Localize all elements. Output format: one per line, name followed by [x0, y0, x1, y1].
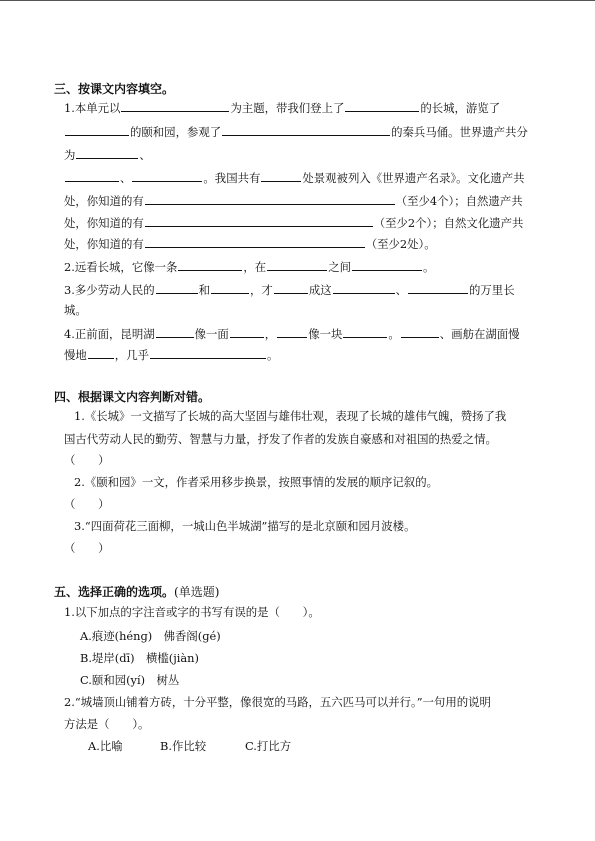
text: 。我国共有	[203, 171, 261, 185]
q4-1-answer-paren[interactable]: （ ）	[64, 453, 110, 467]
text: （至少4个）；自然遗产共	[395, 194, 523, 208]
q4-1-line-2: 国古代劳动人民的勤劳、智慧与力量，抒发了作者的发族自豪感和对祖国的热爱之情。	[64, 432, 497, 446]
text: 的长城，游览了	[420, 101, 501, 115]
section-5-title	[54, 583, 219, 600]
q4-3-answer-paren[interactable]: （ ）	[64, 541, 110, 555]
text: 4.正前面，昆明湖	[64, 327, 155, 341]
q5-2-option-a[interactable]: A.比喻	[88, 739, 123, 753]
text: 像一块	[308, 327, 343, 341]
blank[interactable]	[145, 236, 365, 248]
text: 。	[266, 348, 279, 362]
q4-2-answer-paren[interactable]: （ ）	[64, 497, 110, 511]
q3-3-line-2	[64, 303, 87, 317]
text: ，	[264, 327, 277, 341]
q5-1-option-c[interactable]: C.颐和园(yí) 树丛	[80, 673, 180, 687]
q3-4-line-1	[64, 326, 520, 341]
q3-1-line-6	[64, 215, 523, 230]
text: 为	[64, 148, 76, 162]
q3-4-line-2	[64, 347, 278, 362]
section-4-title: 四、根据课文内容判断对错。	[54, 390, 211, 404]
q5-1: 1.以下加点的字注音或字的书写有误的是（ ）。	[64, 605, 320, 619]
text: 1.本单元以	[64, 101, 121, 115]
blank[interactable]	[211, 282, 249, 294]
text: 的颐和园，参观了	[130, 125, 222, 139]
blank[interactable]	[76, 147, 138, 159]
text: 、画舫在湖面慢	[439, 327, 520, 341]
q3-1-line-7	[64, 236, 436, 251]
text: 为主题，带我们登上了	[230, 101, 345, 115]
text: 、	[120, 171, 132, 185]
text: 和	[198, 283, 211, 297]
top-border-line	[0, 0, 595, 1]
section-5-title-note: (单选题)	[174, 585, 220, 599]
text: 的秦兵马俑。世界遗产共分	[391, 125, 528, 139]
text: 像一面	[194, 327, 229, 341]
text: 、	[395, 283, 408, 297]
text: ，几乎	[114, 348, 149, 362]
q3-1-line-2	[64, 124, 528, 139]
blank[interactable]	[222, 124, 390, 136]
blank[interactable]	[401, 326, 439, 338]
blank[interactable]	[156, 326, 194, 338]
text: 处，你知道的有	[64, 194, 144, 208]
text: （至少2处）。	[365, 237, 436, 251]
q5-1-option-a[interactable]: A.痕迹(hénɡ) 佛香阁(ɡé)	[80, 629, 221, 643]
text: 之间	[328, 260, 351, 274]
text: 处，你知道的有	[64, 216, 144, 230]
q4-1-line-1: 1.《长城》一文描写了长城的高大坚固与雄伟壮观，表现了长城的雄伟气魄，赞扬了我	[74, 409, 507, 423]
section-5-title-text: 五、选择正确的选项。	[54, 585, 175, 599]
q3-1-line-5	[64, 193, 523, 208]
q5-2-line-1: 2.“城墙顶山铺着方砖，十分平整，像很宽的马路，五六匹马可以并行。”一句用的说明	[64, 695, 491, 709]
blank[interactable]	[88, 347, 114, 359]
q4-2: 2.《颐和园》一文，作者采用移步换景，按照事情的发展的顺序记叙的。	[74, 475, 438, 489]
q5-2-option-b[interactable]: B.作比较	[160, 739, 207, 753]
text: 、	[139, 148, 151, 162]
text: 城。	[64, 303, 87, 317]
blank[interactable]	[408, 282, 468, 294]
blank[interactable]	[333, 282, 395, 294]
blank[interactable]	[145, 215, 373, 227]
blank[interactable]	[156, 282, 198, 294]
text: 3.多少劳动人民的	[64, 283, 155, 297]
q5-2-line-2: 方法是（ ）。	[64, 717, 150, 731]
blank[interactable]	[343, 326, 387, 338]
text: 。	[422, 260, 435, 274]
blank[interactable]	[121, 100, 229, 112]
q3-1-line-4	[64, 170, 525, 185]
text: 。	[388, 327, 400, 341]
q4-3: 3.“四面荷花三面柳，一城山色半城湖”描写的是北京颐和园月波楼。	[74, 519, 416, 533]
text: 成这	[308, 283, 332, 297]
blank[interactable]	[352, 259, 422, 271]
text: 处景观被列入《世界遗产名录》。文化遗产共	[302, 171, 525, 185]
text: ，在	[243, 260, 267, 274]
text: ，才	[250, 283, 273, 297]
blank[interactable]	[267, 259, 327, 271]
blank[interactable]	[230, 326, 264, 338]
blank[interactable]	[132, 170, 202, 182]
blank[interactable]	[65, 170, 119, 182]
q3-2	[64, 259, 434, 274]
text: 处，你知道的有	[64, 237, 144, 251]
q5-1-option-b[interactable]: B.堤岸(dī) 横槛(jiàn)	[80, 651, 199, 665]
text: 的万里长	[469, 283, 515, 297]
blank[interactable]	[261, 170, 301, 182]
text: （至少2个）；自然文化遗产共	[373, 216, 524, 230]
blank[interactable]	[277, 326, 307, 338]
blank[interactable]	[65, 124, 129, 136]
q5-2-option-c[interactable]: C.打比方	[245, 739, 292, 753]
blank[interactable]	[345, 100, 419, 112]
section-3-title: 三、按课文内容填空。	[54, 82, 175, 96]
q3-3-line-1	[64, 282, 515, 297]
blank[interactable]	[274, 282, 308, 294]
blank[interactable]	[145, 193, 395, 205]
q3-1-line-1	[64, 100, 500, 115]
text: 2.远看长城，它像一条	[64, 260, 178, 274]
blank[interactable]	[150, 347, 266, 359]
blank[interactable]	[178, 259, 242, 271]
text: 慢地	[64, 348, 87, 362]
q3-1-line-3	[64, 147, 151, 162]
